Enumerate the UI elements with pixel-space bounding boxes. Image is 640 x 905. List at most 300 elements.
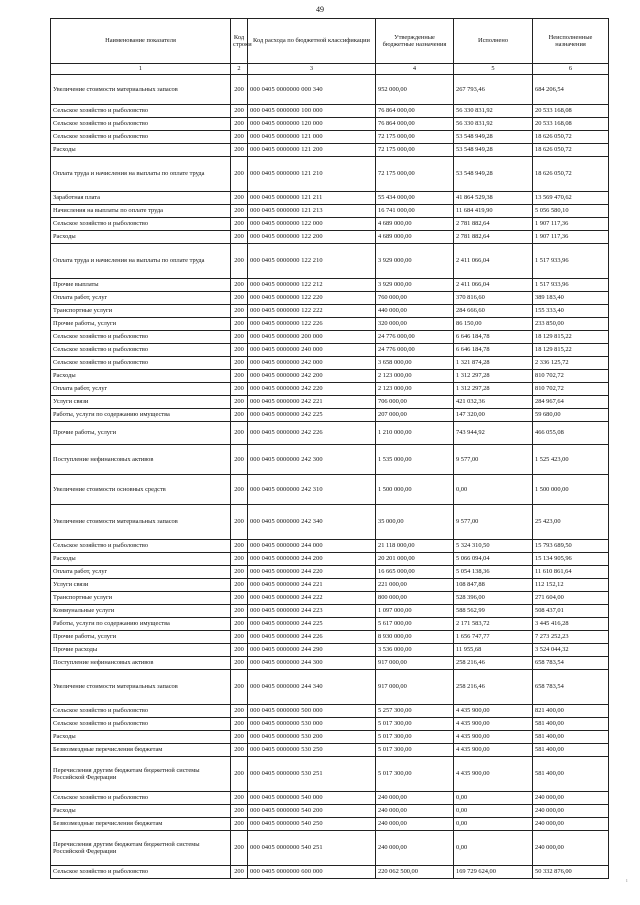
row-executed: 5 066 094,04 (454, 553, 533, 566)
row-executed: 258 216,46 (454, 657, 533, 670)
table-row (51, 75, 609, 105)
row-executed: 86 150,00 (454, 318, 533, 331)
row-budget-code: 000 0405 0000000 242 300 (248, 445, 376, 475)
row-approved: 320 000,00 (376, 318, 454, 331)
row-name: Прочие работы, услуги (51, 631, 231, 644)
row-unexecuted: 581 400,00 (533, 744, 609, 757)
header-budget-code: Код расхода по бюджетной классификации (248, 19, 376, 64)
row-approved: 21 118 000,00 (376, 540, 454, 553)
table-row (51, 505, 609, 540)
row-budget-code: 000 0405 0000000 244 000 (248, 540, 376, 553)
table-row (51, 192, 609, 205)
row-line-code: 200 (231, 118, 248, 131)
table-row (51, 731, 609, 744)
row-executed: 6 646 184,78 (454, 331, 533, 344)
row-name: Поступление нефинансовых активов (51, 445, 231, 475)
row-line-code: 200 (231, 475, 248, 505)
table-row (51, 670, 609, 705)
row-unexecuted: 1 907 117,36 (533, 231, 609, 244)
row-line-code: 200 (231, 344, 248, 357)
row-line-code: 200 (231, 157, 248, 192)
header-unexecuted: Неисполненные назначения (533, 19, 609, 64)
row-line-code: 200 (231, 396, 248, 409)
table-row (51, 792, 609, 805)
row-executed: 1 656 747,77 (454, 631, 533, 644)
row-name: Расходы (51, 144, 231, 157)
row-budget-code: 000 0405 0000000 244 225 (248, 618, 376, 631)
row-executed: 588 562,99 (454, 605, 533, 618)
table-row (51, 305, 609, 318)
row-approved: 2 123 000,00 (376, 383, 454, 396)
row-executed: 370 816,60 (454, 292, 533, 305)
row-budget-code: 000 0405 0000000 244 220 (248, 566, 376, 579)
row-line-code: 200 (231, 383, 248, 396)
row-line-code: 200 (231, 218, 248, 231)
row-executed: 147 320,00 (454, 409, 533, 422)
row-budget-code: 000 0405 0000000 244 340 (248, 670, 376, 705)
row-budget-code: 000 0405 0000000 244 300 (248, 657, 376, 670)
row-name: Услуги связи (51, 396, 231, 409)
row-approved: 20 201 000,00 (376, 553, 454, 566)
row-executed: 2 781 882,64 (454, 231, 533, 244)
row-approved: 24 776 000,00 (376, 344, 454, 357)
row-name: Увеличение стоимости основных средств (51, 475, 231, 505)
row-approved: 2 123 000,00 (376, 370, 454, 383)
row-budget-code: 000 0405 0000000 122 210 (248, 244, 376, 279)
row-line-code: 200 (231, 744, 248, 757)
row-approved: 1 097 000,00 (376, 605, 454, 618)
row-name: Сельское хозяйство и рыболовство (51, 866, 231, 879)
row-unexecuted: 20 533 168,08 (533, 118, 609, 131)
row-approved: 221 000,00 (376, 579, 454, 592)
table-row (51, 344, 609, 357)
row-name: Поступление нефинансовых активов (51, 657, 231, 670)
row-unexecuted: 59 680,00 (533, 409, 609, 422)
row-approved: 72 175 000,00 (376, 144, 454, 157)
row-line-code: 200 (231, 566, 248, 579)
table-row (51, 718, 609, 731)
row-name: Коммунальные услуги (51, 605, 231, 618)
row-approved: 5 017 300,00 (376, 757, 454, 792)
row-executed: 53 548 949,28 (454, 157, 533, 192)
row-executed: 2 781 882,64 (454, 218, 533, 231)
row-unexecuted: 11 610 861,64 (533, 566, 609, 579)
row-executed: 108 847,88 (454, 579, 533, 592)
header-indicator-name: Наименование показателя (51, 19, 231, 64)
row-budget-code: 000 0405 0000000 000 340 (248, 75, 376, 105)
row-approved: 1 535 000,00 (376, 445, 454, 475)
row-approved: 72 175 000,00 (376, 131, 454, 144)
row-executed: 1 321 874,28 (454, 357, 533, 370)
row-name: Расходы (51, 805, 231, 818)
table-row (51, 475, 609, 505)
row-approved: 800 000,00 (376, 592, 454, 605)
column-number-row (51, 64, 609, 75)
row-unexecuted: 581 400,00 (533, 757, 609, 792)
row-executed: 41 864 529,38 (454, 192, 533, 205)
row-approved: 3 929 000,00 (376, 279, 454, 292)
row-budget-code: 000 0405 0000000 242 000 (248, 357, 376, 370)
table-row (51, 422, 609, 445)
table-row (51, 105, 609, 118)
row-name: Сельское хозяйство и рыболовство (51, 357, 231, 370)
row-line-code: 200 (231, 75, 248, 105)
row-unexecuted: 13 569 470,62 (533, 192, 609, 205)
row-approved: 3 658 000,00 (376, 357, 454, 370)
row-name: Услуги связи (51, 579, 231, 592)
table-row (51, 396, 609, 409)
row-executed: 4 435 900,00 (454, 718, 533, 731)
row-budget-code: 000 0405 0000000 121 211 (248, 192, 376, 205)
row-executed: 267 793,46 (454, 75, 533, 105)
row-name: Прочие расходы (51, 644, 231, 657)
row-executed: 53 548 949,28 (454, 144, 533, 157)
table-row (51, 866, 609, 879)
row-name: Перечисления другим бюджетам бюджетной системы Российской Федерации (51, 757, 231, 792)
row-budget-code: 000 0405 0000000 122 220 (248, 292, 376, 305)
row-name: Прочие работы, услуги (51, 318, 231, 331)
row-name: Безвозмездные перечисления бюджетам (51, 744, 231, 757)
row-line-code: 200 (231, 644, 248, 657)
row-executed: 284 666,60 (454, 305, 533, 318)
table-row (51, 757, 609, 792)
row-unexecuted: 810 702,72 (533, 383, 609, 396)
row-executed: 6 646 184,78 (454, 344, 533, 357)
row-budget-code: 000 0405 0000000 244 222 (248, 592, 376, 605)
row-name: Начисления на выплаты по оплате труда (51, 205, 231, 218)
row-approved: 440 000,00 (376, 305, 454, 318)
row-unexecuted: 821 400,00 (533, 705, 609, 718)
row-unexecuted: 810 702,72 (533, 370, 609, 383)
table-row (51, 231, 609, 244)
column-number: 4 (376, 64, 454, 75)
row-name: Транспортные услуги (51, 592, 231, 605)
table-row (51, 244, 609, 279)
row-line-code: 200 (231, 718, 248, 731)
row-name: Расходы (51, 731, 231, 744)
table-row (51, 592, 609, 605)
row-executed: 5 054 138,36 (454, 566, 533, 579)
row-line-code: 200 (231, 409, 248, 422)
column-number: 1 (51, 64, 231, 75)
row-budget-code: 000 0405 0000000 530 251 (248, 757, 376, 792)
row-line-code: 200 (231, 357, 248, 370)
row-unexecuted: 658 783,54 (533, 657, 609, 670)
row-name: Оплата работ, услуг (51, 383, 231, 396)
row-budget-code: 000 0405 0000000 200 000 (248, 331, 376, 344)
row-executed: 421 032,36 (454, 396, 533, 409)
row-line-code: 200 (231, 579, 248, 592)
row-budget-code: 000 0405 0000000 244 223 (248, 605, 376, 618)
table-body (51, 75, 609, 879)
row-unexecuted: 284 967,64 (533, 396, 609, 409)
row-name: Сельское хозяйство и рыболовство (51, 118, 231, 131)
row-unexecuted: 18 626 050,72 (533, 157, 609, 192)
row-line-code: 200 (231, 370, 248, 383)
row-budget-code: 000 0405 0000000 540 200 (248, 805, 376, 818)
row-budget-code: 000 0405 0000000 122 222 (248, 305, 376, 318)
row-budget-code: 000 0405 0000000 122 200 (248, 231, 376, 244)
row-unexecuted: 240 000,00 (533, 818, 609, 831)
page-number: 49 (316, 5, 324, 14)
row-line-code: 200 (231, 618, 248, 631)
row-approved: 917 000,00 (376, 670, 454, 705)
row-line-code: 200 (231, 205, 248, 218)
row-budget-code: 000 0405 0000000 540 000 (248, 792, 376, 805)
row-executed: 56 330 831,92 (454, 105, 533, 118)
row-line-code: 200 (231, 805, 248, 818)
row-line-code: 200 (231, 866, 248, 879)
row-approved: 1 500 000,00 (376, 475, 454, 505)
row-budget-code: 000 0405 0000000 244 226 (248, 631, 376, 644)
row-unexecuted: 658 783,54 (533, 670, 609, 705)
row-name: Расходы (51, 370, 231, 383)
row-name: Прочие выплаты (51, 279, 231, 292)
row-unexecuted: 18 626 050,72 (533, 144, 609, 157)
table-row (51, 445, 609, 475)
table-row (51, 644, 609, 657)
row-unexecuted: 3 445 416,28 (533, 618, 609, 631)
row-approved: 760 000,00 (376, 292, 454, 305)
table-row (51, 144, 609, 157)
row-unexecuted: 233 850,00 (533, 318, 609, 331)
row-approved: 240 000,00 (376, 831, 454, 866)
row-executed: 4 435 900,00 (454, 731, 533, 744)
row-line-code: 200 (231, 192, 248, 205)
row-unexecuted: 466 055,08 (533, 422, 609, 445)
row-approved: 16 665 000,00 (376, 566, 454, 579)
row-executed: 0,00 (454, 475, 533, 505)
row-line-code: 200 (231, 292, 248, 305)
table-row (51, 131, 609, 144)
row-executed: 9 577,00 (454, 505, 533, 540)
row-unexecuted: 1 517 933,96 (533, 244, 609, 279)
row-approved: 35 000,00 (376, 505, 454, 540)
row-line-code: 200 (231, 757, 248, 792)
row-executed: 0,00 (454, 792, 533, 805)
row-executed: 0,00 (454, 831, 533, 866)
row-executed: 11 684 419,90 (454, 205, 533, 218)
row-executed: 4 435 900,00 (454, 744, 533, 757)
row-line-code: 200 (231, 505, 248, 540)
row-budget-code: 000 0405 0000000 530 000 (248, 718, 376, 731)
row-name: Прочие работы, услуги (51, 422, 231, 445)
row-executed: 56 330 831,92 (454, 118, 533, 131)
row-executed: 169 729 624,00 (454, 866, 533, 879)
row-unexecuted: 3 524 044,32 (533, 644, 609, 657)
row-budget-code: 000 0405 0000000 540 250 (248, 818, 376, 831)
row-name: Оплата труда и начисления на выплаты по оплате труда (51, 157, 231, 192)
row-budget-code: 000 0405 0000000 500 000 (248, 705, 376, 718)
row-executed: 0,00 (454, 805, 533, 818)
row-name: Сельское хозяйство и рыболовство (51, 331, 231, 344)
row-name: Увеличение стоимости материальных запасов (51, 505, 231, 540)
row-line-code: 200 (231, 331, 248, 344)
row-line-code: 200 (231, 792, 248, 805)
row-unexecuted: 581 400,00 (533, 731, 609, 744)
row-budget-code: 000 0405 0000000 530 250 (248, 744, 376, 757)
row-unexecuted: 240 000,00 (533, 831, 609, 866)
row-unexecuted: 1 525 423,00 (533, 445, 609, 475)
table-row (51, 818, 609, 831)
row-executed: 4 435 900,00 (454, 705, 533, 718)
row-name: Безвозмездные перечисления бюджетам (51, 818, 231, 831)
row-line-code: 200 (231, 657, 248, 670)
row-approved: 4 689 000,00 (376, 231, 454, 244)
row-name: Сельское хозяйство и рыболовство (51, 218, 231, 231)
row-line-code: 200 (231, 553, 248, 566)
row-name: Сельское хозяйство и рыболовство (51, 705, 231, 718)
column-number: 2 (231, 64, 248, 75)
row-unexecuted: 684 206,54 (533, 75, 609, 105)
row-name: Оплата работ, услуг (51, 566, 231, 579)
row-unexecuted: 389 183,40 (533, 292, 609, 305)
row-unexecuted: 7 273 252,23 (533, 631, 609, 644)
table-row (51, 331, 609, 344)
row-line-code: 200 (231, 592, 248, 605)
table-row (51, 157, 609, 192)
row-budget-code: 000 0405 0000000 242 310 (248, 475, 376, 505)
row-approved: 1 210 000,00 (376, 422, 454, 445)
row-budget-code: 000 0405 0000000 121 213 (248, 205, 376, 218)
table-row (51, 605, 609, 618)
row-unexecuted: 112 152,12 (533, 579, 609, 592)
row-approved: 220 062 500,00 (376, 866, 454, 879)
row-executed: 528 396,00 (454, 592, 533, 605)
row-executed: 4 435 900,00 (454, 757, 533, 792)
row-budget-code: 000 0405 0000000 242 221 (248, 396, 376, 409)
row-name: Транспортные услуги (51, 305, 231, 318)
row-unexecuted: 15 793 689,50 (533, 540, 609, 553)
row-unexecuted: 581 400,00 (533, 718, 609, 731)
row-line-code: 200 (231, 105, 248, 118)
row-name: Сельское хозяйство и рыболовство (51, 540, 231, 553)
header-approved: Утвержденные бюджетные назначения (376, 19, 454, 64)
budget-execution-table (50, 18, 609, 879)
row-unexecuted: 240 000,00 (533, 792, 609, 805)
row-approved: 8 930 000,00 (376, 631, 454, 644)
row-unexecuted: 2 336 125,72 (533, 357, 609, 370)
row-line-code: 200 (231, 731, 248, 744)
row-budget-code: 000 0405 0000000 100 000 (248, 105, 376, 118)
row-line-code: 200 (231, 605, 248, 618)
row-line-code: 200 (231, 831, 248, 866)
row-line-code: 200 (231, 422, 248, 445)
row-approved: 706 000,00 (376, 396, 454, 409)
row-unexecuted: 18 626 050,72 (533, 131, 609, 144)
row-executed: 743 944,92 (454, 422, 533, 445)
table-row (51, 370, 609, 383)
row-executed: 9 577,00 (454, 445, 533, 475)
row-approved: 4 689 000,00 (376, 218, 454, 231)
row-line-code: 200 (231, 144, 248, 157)
table-row (51, 579, 609, 592)
row-approved: 240 000,00 (376, 818, 454, 831)
row-budget-code: 000 0405 0000000 530 200 (248, 731, 376, 744)
header-executed: Исполнено (454, 19, 533, 64)
row-approved: 16 741 000,00 (376, 205, 454, 218)
table-row (51, 218, 609, 231)
row-line-code: 200 (231, 231, 248, 244)
row-budget-code: 000 0405 0000000 242 226 (248, 422, 376, 445)
row-approved: 5 617 000,00 (376, 618, 454, 631)
row-budget-code: 000 0405 0000000 600 000 (248, 866, 376, 879)
row-budget-code: 000 0405 0000000 242 220 (248, 383, 376, 396)
row-budget-code: 000 0405 0000000 121 200 (248, 144, 376, 157)
row-approved: 72 175 000,00 (376, 157, 454, 192)
row-name: Оплата труда и начисления на выплаты по оплате труда (51, 244, 231, 279)
table-row (51, 409, 609, 422)
row-unexecuted: 240 000,00 (533, 805, 609, 818)
row-budget-code: 000 0405 0000000 122 226 (248, 318, 376, 331)
row-budget-code: 000 0405 0000000 122 212 (248, 279, 376, 292)
row-name: Работы, услуги по содержанию имущества (51, 618, 231, 631)
row-name: Заработная плата (51, 192, 231, 205)
row-unexecuted: 1 907 117,36 (533, 218, 609, 231)
row-unexecuted: 18 129 815,22 (533, 331, 609, 344)
table-row (51, 292, 609, 305)
row-executed: 2 171 583,72 (454, 618, 533, 631)
row-approved: 207 000,00 (376, 409, 454, 422)
row-unexecuted: 50 332 876,00 (533, 866, 609, 879)
table-row (51, 657, 609, 670)
row-budget-code: 000 0405 0000000 122 000 (248, 218, 376, 231)
row-executed: 1 312 297,28 (454, 383, 533, 396)
row-unexecuted: 508 437,01 (533, 605, 609, 618)
row-budget-code: 000 0405 0000000 121 210 (248, 157, 376, 192)
row-line-code: 200 (231, 540, 248, 553)
row-name: Расходы (51, 553, 231, 566)
row-approved: 5 017 300,00 (376, 718, 454, 731)
table-row (51, 357, 609, 370)
table-row (51, 831, 609, 866)
row-budget-code: 000 0405 0000000 240 000 (248, 344, 376, 357)
row-budget-code: 000 0405 0000000 244 221 (248, 579, 376, 592)
row-approved: 5 257 300,00 (376, 705, 454, 718)
table-header-row (51, 19, 609, 64)
row-line-code: 200 (231, 670, 248, 705)
row-line-code: 200 (231, 279, 248, 292)
column-number: 3 (248, 64, 376, 75)
row-approved: 76 864 000,00 (376, 118, 454, 131)
row-unexecuted: 1 517 933,96 (533, 279, 609, 292)
header-line-code: Код строки (231, 19, 248, 64)
row-approved: 917 000,00 (376, 657, 454, 670)
row-unexecuted: 1 500 000,00 (533, 475, 609, 505)
row-name: Перечисления другим бюджетам бюджетной системы Российской Федерации (51, 831, 231, 866)
row-executed: 11 955,68 (454, 644, 533, 657)
table-row (51, 279, 609, 292)
row-line-code: 200 (231, 131, 248, 144)
table-row (51, 744, 609, 757)
row-budget-code: 000 0405 0000000 540 251 (248, 831, 376, 866)
row-line-code: 200 (231, 705, 248, 718)
row-executed: 1 312 297,28 (454, 370, 533, 383)
row-unexecuted: 5 056 580,10 (533, 205, 609, 218)
row-approved: 5 017 300,00 (376, 744, 454, 757)
row-approved: 240 000,00 (376, 805, 454, 818)
scan-mark: ı (626, 878, 628, 884)
row-line-code: 200 (231, 318, 248, 331)
row-name: Расходы (51, 231, 231, 244)
column-number: 6 (533, 64, 609, 75)
row-approved: 5 017 300,00 (376, 731, 454, 744)
row-approved: 55 434 000,00 (376, 192, 454, 205)
row-unexecuted: 25 423,00 (533, 505, 609, 540)
row-approved: 3 929 000,00 (376, 244, 454, 279)
row-line-code: 200 (231, 631, 248, 644)
row-budget-code: 000 0405 0000000 120 000 (248, 118, 376, 131)
